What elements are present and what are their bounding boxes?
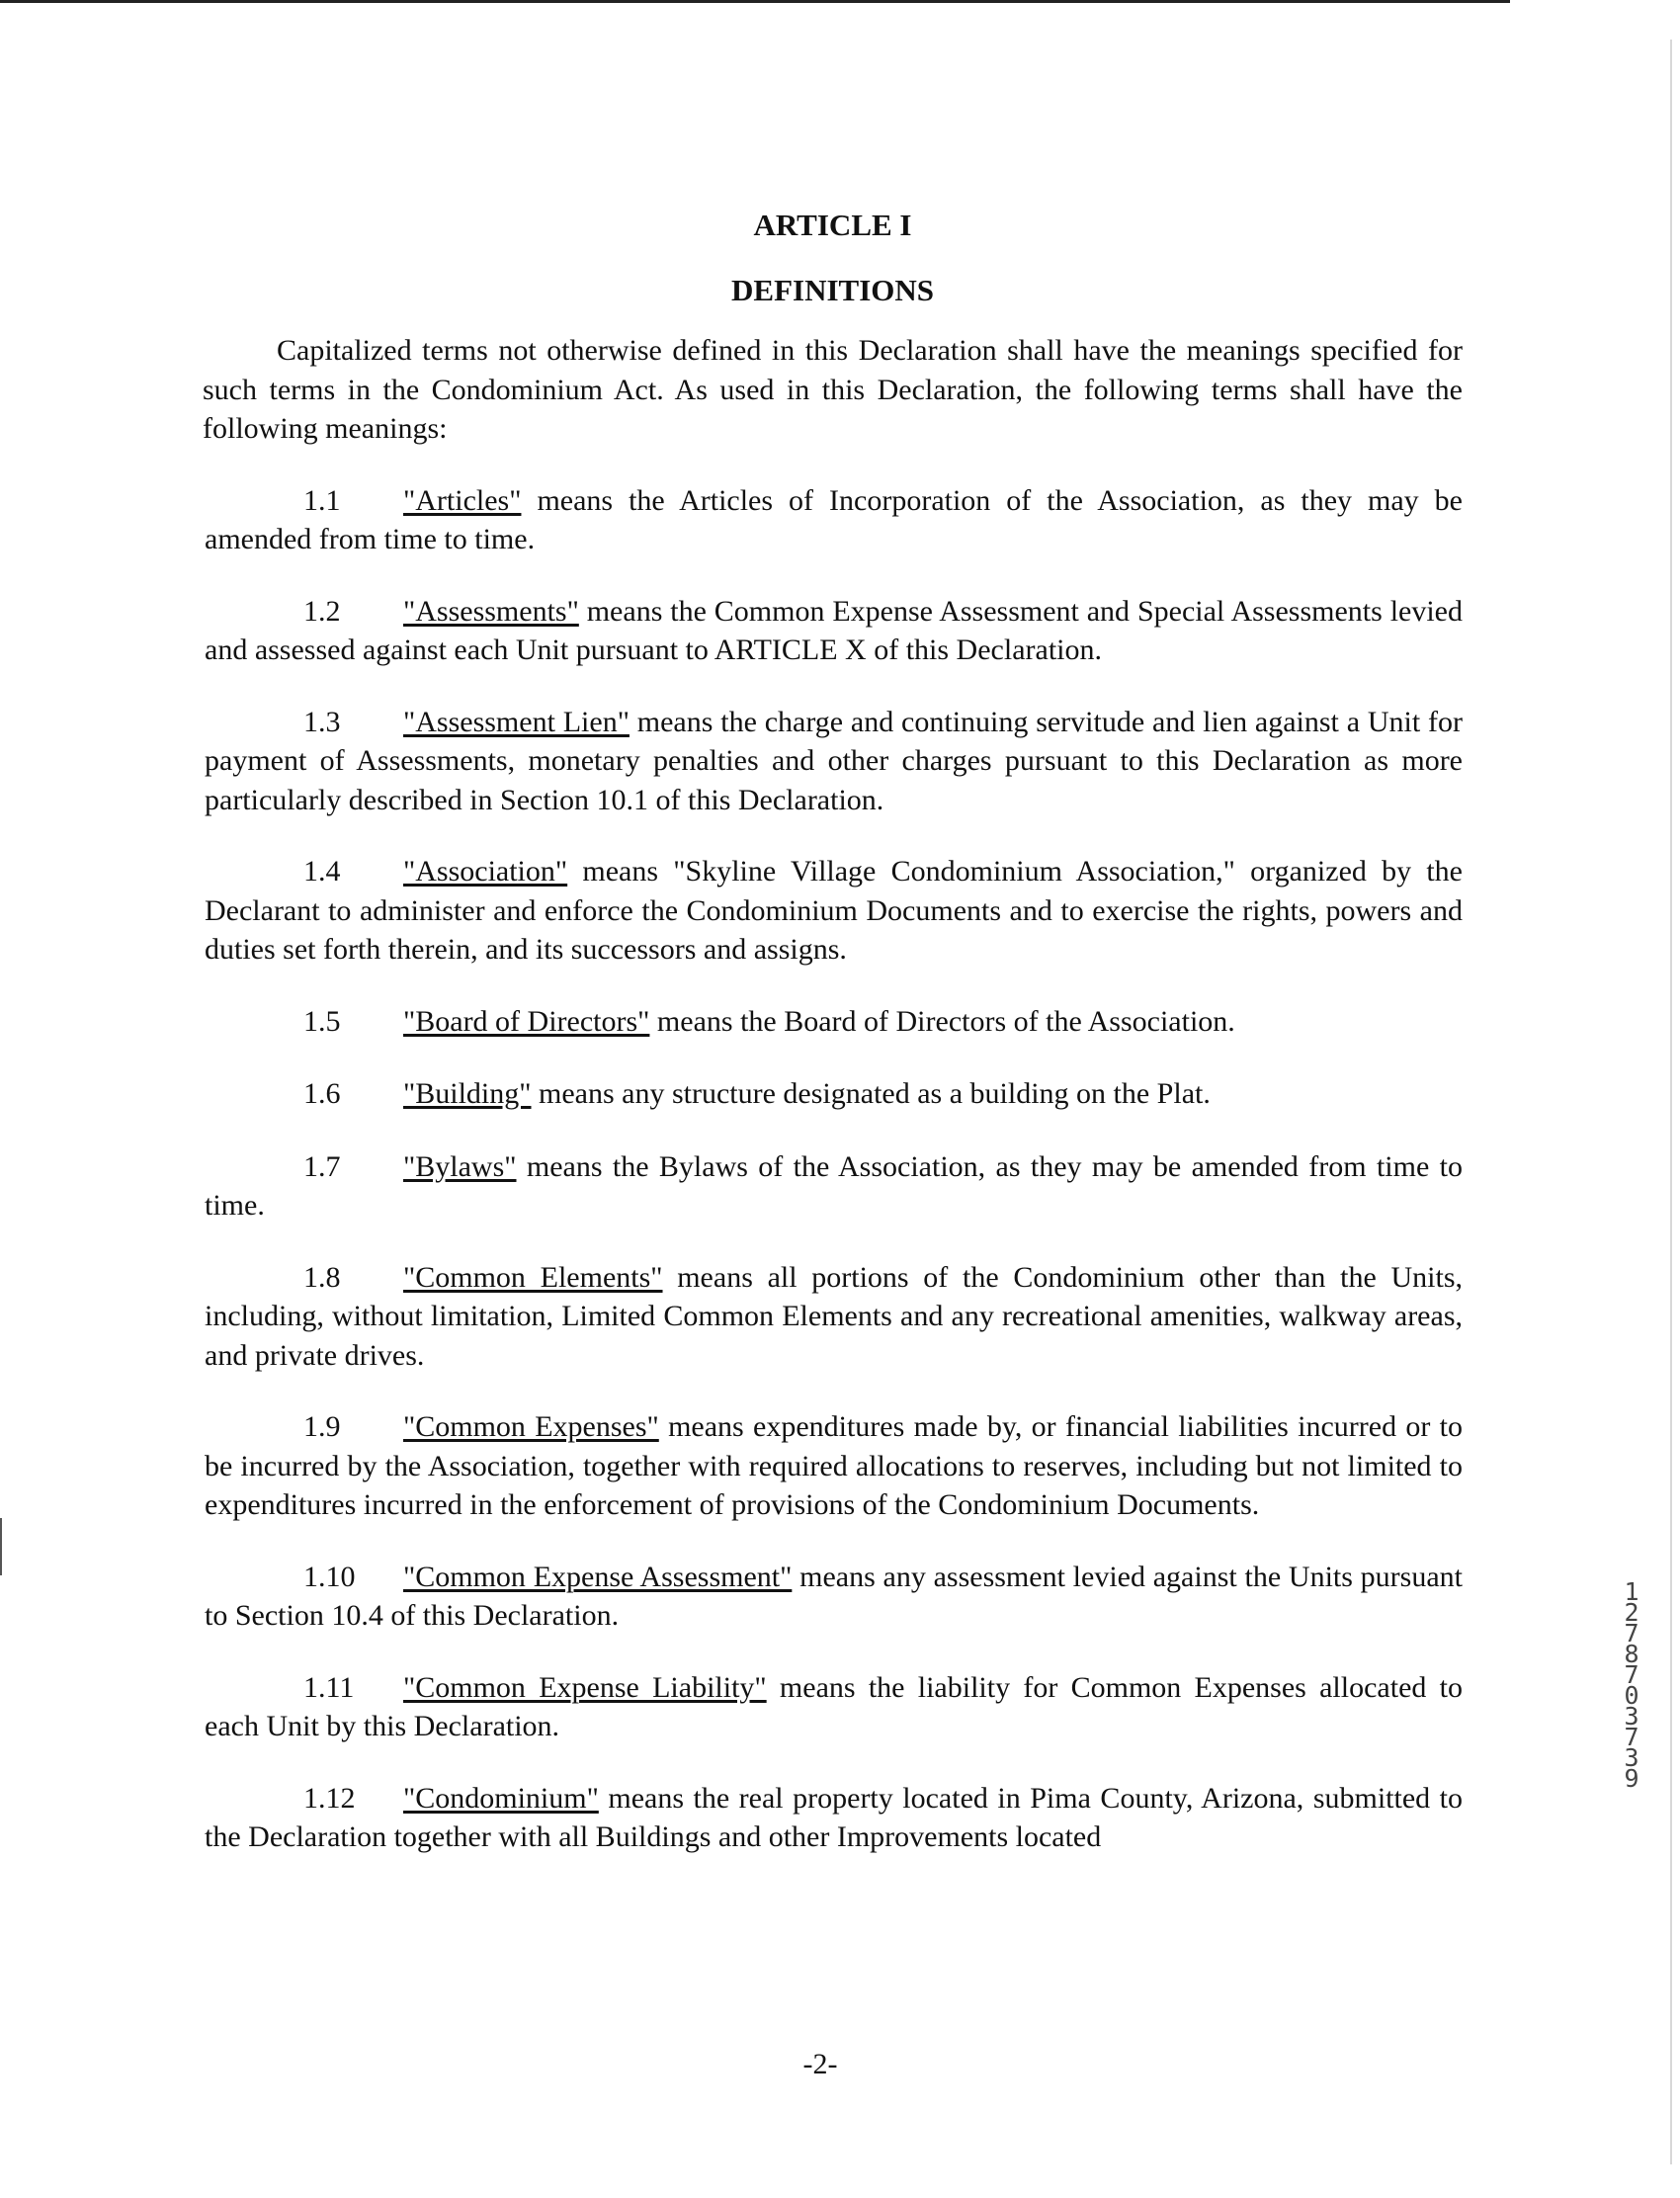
definition-number: 1.12 (303, 1781, 356, 1815)
definition-term: "Common Expenses" (403, 1410, 659, 1443)
top-scan-rule (0, 0, 1510, 3)
definition-term: "Common Expense Assessment" (403, 1560, 793, 1593)
definition-item (203, 1779, 1463, 1857)
definition-item (203, 1407, 1463, 1525)
definition-number: 1.7 (303, 1149, 341, 1183)
definition-text: means any structure designated as a building on the Plat. (531, 1077, 1211, 1110)
definition-number: 1.10 (303, 1560, 356, 1593)
definition-item (203, 1668, 1463, 1746)
definition-item (203, 1002, 1463, 1042)
definitions-list (203, 481, 1463, 1857)
definition-term: "Articles" (403, 483, 522, 517)
definition-term: "Condominium" (403, 1781, 599, 1815)
page-number: -2- (802, 2048, 838, 2080)
definition-text: means all portions of the Condominium other than the Units, including, without limitation, Limited Common Elements and any recreational amenities, walkway areas, and private drives. (205, 1260, 1463, 1372)
intro-paragraph: Capitalized terms not otherwise defined in this Declaration shall have the meanings specified for such terms in the Condominium Act. As used in this Declaration, the following terms shall have the following meanings: (203, 334, 1463, 445)
definition-number: 1.4 (303, 855, 341, 888)
right-scan-edge (1670, 40, 1672, 2164)
definition-term: "Bylaws" (403, 1149, 517, 1183)
definitions-heading: DEFINITIONS (731, 272, 934, 307)
definition-text: means the liability for Common Expenses allocated to each Unit by this Declaration. (205, 1670, 1463, 1742)
left-scan-mark (0, 1518, 2, 1575)
definition-text: means the Articles of Incorporation of the Association, as they may be amended from time to time. (205, 483, 1463, 555)
definition-term: "Assessments" (403, 594, 579, 628)
recording-stamp: 12787 03739 (1624, 1577, 1639, 1793)
definition-text: means the Common Expense Assessment and Special Assessments levied and assessed against each Unit pursuant to ARTICLE X of this Declaration. (205, 594, 1463, 666)
definition-item (203, 481, 1463, 559)
definition-term: "Common Expense Liability" (403, 1670, 767, 1704)
definition-term: "Association" (403, 855, 568, 888)
definition-term: "Board of Directors" (403, 1004, 650, 1038)
definition-number: 1.11 (303, 1670, 355, 1704)
article-heading: ARTICLE I (753, 208, 912, 242)
definition-text: means the charge and continuing servitude and lien against a Unit for payment of Assessments, monetary penalties and other charges pursuant to this Declaration as more particularly described in Section 10.1 of this Declaration. (205, 705, 1463, 816)
definition-term: "Common Elements" (403, 1260, 663, 1294)
definition-number: 1.8 (303, 1260, 341, 1294)
definition-item (203, 1258, 1463, 1376)
definition-number: 1.1 (303, 483, 341, 517)
definition-text: means any assessment levied against the Units pursuant to Section 10.4 of this Declaration. (205, 1560, 1463, 1632)
definition-item (203, 1147, 1463, 1226)
definition-number: 1.9 (303, 1410, 341, 1443)
definition-number: 1.3 (303, 705, 341, 738)
definition-term: "Assessment Lien" (403, 705, 630, 738)
definition-number: 1.5 (303, 1004, 341, 1038)
definition-item (203, 1074, 1463, 1114)
document-page (203, 206, 1463, 1890)
definition-text: means the Board of Directors of the Association. (649, 1004, 1235, 1038)
definition-text: means expenditures made by, or financial liabilities incurred or to be incurred by the Association, together with required allocations to reserves, including but not limited to expenditures incurred in the enforcement of provisions of the Condominium Documents. (205, 1410, 1464, 1521)
definition-item (203, 592, 1463, 670)
definition-text: means the Bylaws of the Association, as they may be amended from time to time. (205, 1149, 1463, 1222)
definition-number: 1.6 (303, 1077, 341, 1110)
definition-text: means "Skyline Village Condominium Association," organized by the Declarant to administer and enforce the Condominium Documents and to exercise the rights, powers and duties set forth therein, and its successors and assigns. (205, 855, 1463, 966)
definition-text: means the real property located in Pima County, Arizona, submitted to the Declaration together with all Buildings and other Improvements located (205, 1781, 1463, 1853)
definition-item (203, 852, 1463, 970)
definition-item (203, 1558, 1463, 1636)
definition-item (203, 703, 1463, 820)
definition-number: 1.2 (303, 594, 341, 628)
definition-term: "Building" (403, 1077, 532, 1110)
